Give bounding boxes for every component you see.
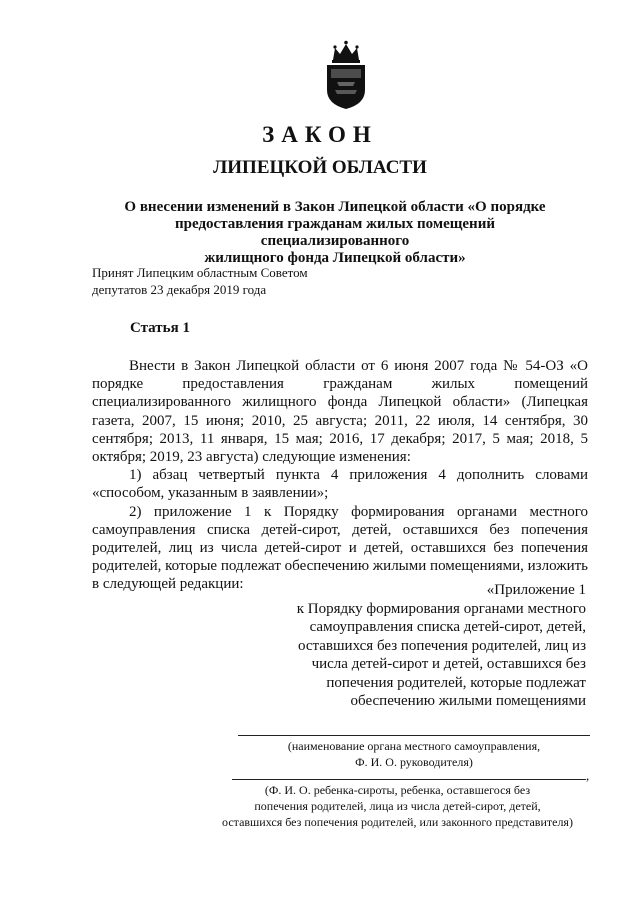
law-subject-line: О внесении изменений в Закон Липецкой области «О порядке xyxy=(124,199,546,215)
law-title: ЗАКОН xyxy=(262,122,378,147)
coat-of-arms-icon xyxy=(323,38,369,110)
caption-line: (наименование органа местного самоуправления, xyxy=(287,739,541,753)
appendix-header xyxy=(286,581,586,711)
caption-line: (Ф. И. О. ребенка-сироты, ребенка, оставшегося без xyxy=(264,783,531,797)
paragraph: 2) приложение 1 к Порядку формирования органами местного самоуправления списка детей-сирот, детей, оставшихся без попечения родителей, лиц из числа детей-сирот и детей, оставшихся без попечения родителей, которые подлежат обеспечению жилыми помещениями, изложить в следующей редакции: xyxy=(92,503,588,593)
article-heading: Статья 1 xyxy=(130,320,190,336)
blank-line-applicant xyxy=(232,779,586,780)
paragraph: 1) абзац четвертый пункта 4 приложения 4 дополнить словами «способом, указанным в заявлении»; xyxy=(92,467,588,502)
caption-line: Ф. И. О. руководителя) xyxy=(355,755,473,769)
caption-line: попечения родителей, лица из числа детей-сирот, детей, xyxy=(254,799,541,813)
appendix-line: «Приложение 1 xyxy=(486,582,586,598)
authority-caption xyxy=(238,738,590,770)
applicant-caption xyxy=(200,782,595,830)
appendix-line: попечения родителей, которые подлежат xyxy=(326,674,586,691)
adoption-note xyxy=(92,264,308,298)
adoption-line: Принят Липецким областным Советом xyxy=(92,265,308,280)
appendix-line: обеспечению жилыми помещениями xyxy=(350,693,586,709)
line-comma: , xyxy=(586,768,590,783)
law-subject-line: жилищного фонда Липецкой области» xyxy=(204,250,466,266)
region-title: ЛИПЕЦКОЙ ОБЛАСТИ xyxy=(213,157,427,178)
adoption-line: депутатов 23 декабря 2019 года xyxy=(92,282,267,297)
appendix-line: к Порядку формирования органами местного xyxy=(296,600,586,617)
caption-line: оставшихся без попечения родителей, или законного представителя) xyxy=(222,815,573,829)
appendix-line: оставшихся без попечения родителей, лиц из xyxy=(297,637,586,654)
law-subject xyxy=(100,199,570,267)
appendix-line: самоуправления списка детей-сирот, детей, xyxy=(309,619,586,635)
law-subject-line: предоставления гражданам жилых помещений специализированного xyxy=(175,216,495,249)
paragraph: Внести в Закон Липецкой области от 6 июня 2007 года № 54-ОЗ «О порядке предоставления гражданам жилых помещений специализированного жилищного фонда Липецкой области» (Липецкая газета, 2007, 15 июня; 2010, 25 августа; 2011, 22 июля, 14 сентября, 30 сентября; 2013, 11 января, 15 мая; 2016, 17 декабря; 2017, 5 мая; 2018, 5 октября; 2019, 23 августа) следующие изменения: xyxy=(92,358,588,466)
blank-line-authority xyxy=(238,735,590,736)
article-body xyxy=(92,357,588,594)
appendix-line: числа детей-сирот и детей, оставшихся без xyxy=(311,656,586,672)
